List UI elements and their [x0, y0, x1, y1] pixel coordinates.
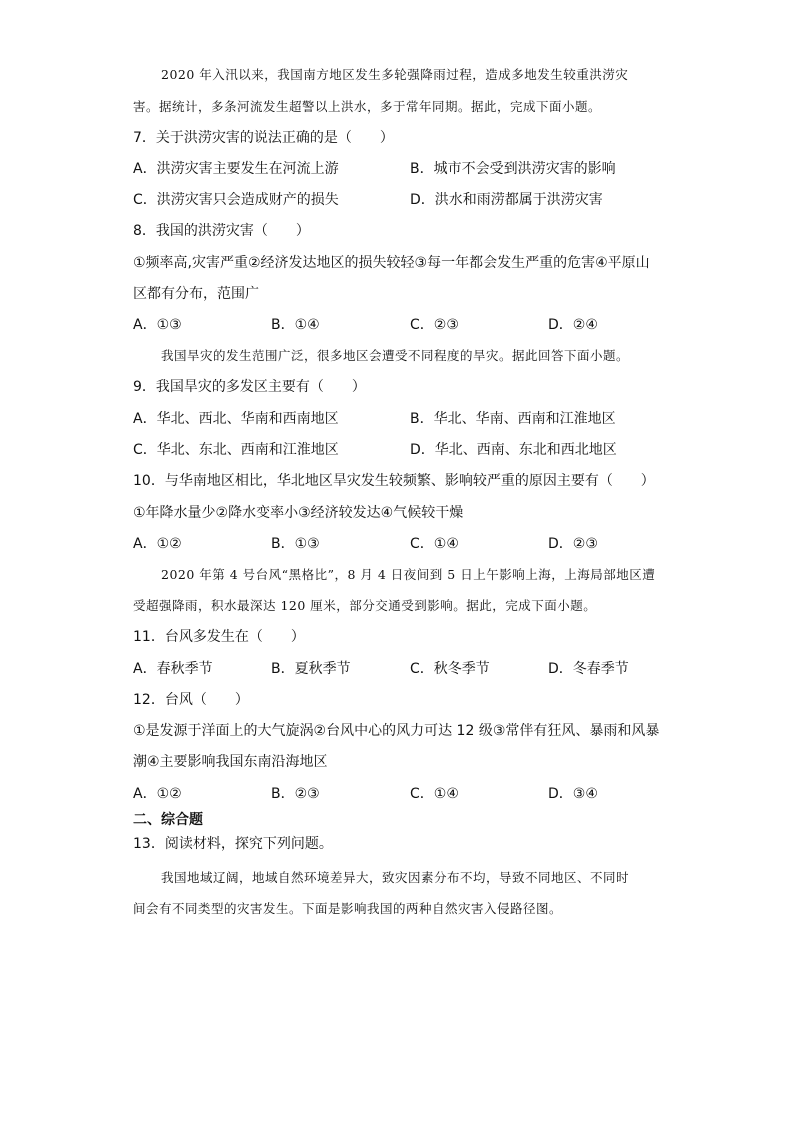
question-10-option-b: B．①③: [271, 536, 320, 552]
passage-4-line-1: 我国地域辽阔，地域自然环境差异大，致灾因素分布不均，导致不同地区、不同时: [161, 870, 630, 885]
question-12-option-c: C．①④: [410, 786, 459, 802]
question-12-option-b: B．②③: [271, 786, 320, 802]
question-11-option-a: A．春秋季节: [133, 661, 213, 677]
question-7-option-b: B．城市不会受到洪涝灾害的影响: [410, 161, 616, 177]
question-12-statement-line-1: ①是发源于洋面上的大气旋涡②台风中心的风力可达 12 级③常伴有狂风、暴雨和风暴: [133, 723, 660, 739]
question-7-option-c: C．洪涝灾害只会造成财产的损失: [133, 192, 339, 208]
question-9-option-a: A．华北、西北、华南和西南地区: [133, 411, 339, 427]
passage-1-line-1: 2020 年入汛以来，我国南方地区发生多轮强降雨过程，造成多地发生较重洪涝灾: [161, 67, 629, 82]
question-8-statement-line-1: ①频率高,灾害严重②经济发达地区的损失较轻③每一年都会发生严重的危害④平原山: [133, 255, 650, 271]
question-7-stem: 7．关于洪涝灾害的说法正确的是（ ）: [133, 130, 394, 146]
question-12-option-a: A．①②: [133, 786, 182, 802]
question-8-option-b: B．①④: [271, 317, 320, 333]
question-8-stem: 8．我国的洪涝灾害（ ）: [133, 223, 310, 239]
question-8-option-d: D．②④: [548, 317, 598, 333]
question-8-statement-line-2: 区都有分布，范围广: [133, 286, 259, 302]
question-10-option-a: A．①②: [133, 536, 182, 552]
question-11-option-c: C．秋冬季节: [410, 661, 490, 677]
question-12-option-d: D．③④: [548, 786, 598, 802]
question-10-stem: 10．与华南地区相比，华北地区旱灾发生较频繁、影响较严重的原因主要有（ ）: [133, 473, 655, 489]
question-9-option-c: C．华北、东北、西南和江淮地区: [133, 442, 339, 458]
question-11-stem: 11．台风多发生在（ ）: [133, 629, 305, 645]
question-8-option-a: A．①③: [133, 317, 182, 333]
question-9-option-b: B．华北、华南、西南和江淮地区: [410, 411, 616, 427]
passage-1-line-2: 害。据统计，多条河流发生超警以上洪水，多于常年同期。据此，完成下面小题。: [133, 99, 602, 114]
question-11-option-b: B．夏秋季节: [271, 661, 351, 677]
question-8-option-c: C．②③: [410, 317, 459, 333]
question-9-stem: 9．我国旱灾的多发区主要有（ ）: [133, 379, 366, 395]
question-9-option-d: D．华北、西南、东北和西北地区: [410, 442, 617, 458]
question-11-option-d: D．冬春季节: [548, 661, 629, 677]
passage-3-line-1: 2020 年第 4 号台风“黑格比”，8 月 4 日夜间到 5 日上午影响上海，上海局部地区遭: [161, 567, 656, 582]
passage-4-line-2: 间会有不同类型的灾害发生。下面是影响我国的两种自然灾害入侵路径图。: [133, 901, 563, 916]
passage-2-line-1: 我国旱灾的发生范围广泛，很多地区会遭受不同程度的旱灾。据此回答下面小题。: [161, 348, 630, 363]
question-10-statement-line-1: ①年降水量少②降水变率小③经济较发达④气候较干燥: [133, 505, 464, 521]
question-10-option-c: C．①④: [410, 536, 459, 552]
question-12-statement-line-2: 潮④主要影响我国东南沿海地区: [133, 754, 328, 770]
question-7-option-d: D．洪水和雨涝都属于洪涝灾害: [410, 192, 603, 208]
section-2-title: 二、综合题: [133, 812, 203, 828]
passage-3-line-2: 受超强降雨，积水最深达 120 厘米，部分交通受到影响。据此，完成下面小题。: [133, 598, 597, 613]
question-13-stem: 13．阅读材料，探究下列问题。: [133, 836, 333, 852]
question-12-stem: 12．台风（ ）: [133, 692, 249, 708]
question-10-option-d: D．②③: [548, 536, 598, 552]
question-7-option-a: A．洪涝灾害主要发生在河流上游: [133, 161, 339, 177]
